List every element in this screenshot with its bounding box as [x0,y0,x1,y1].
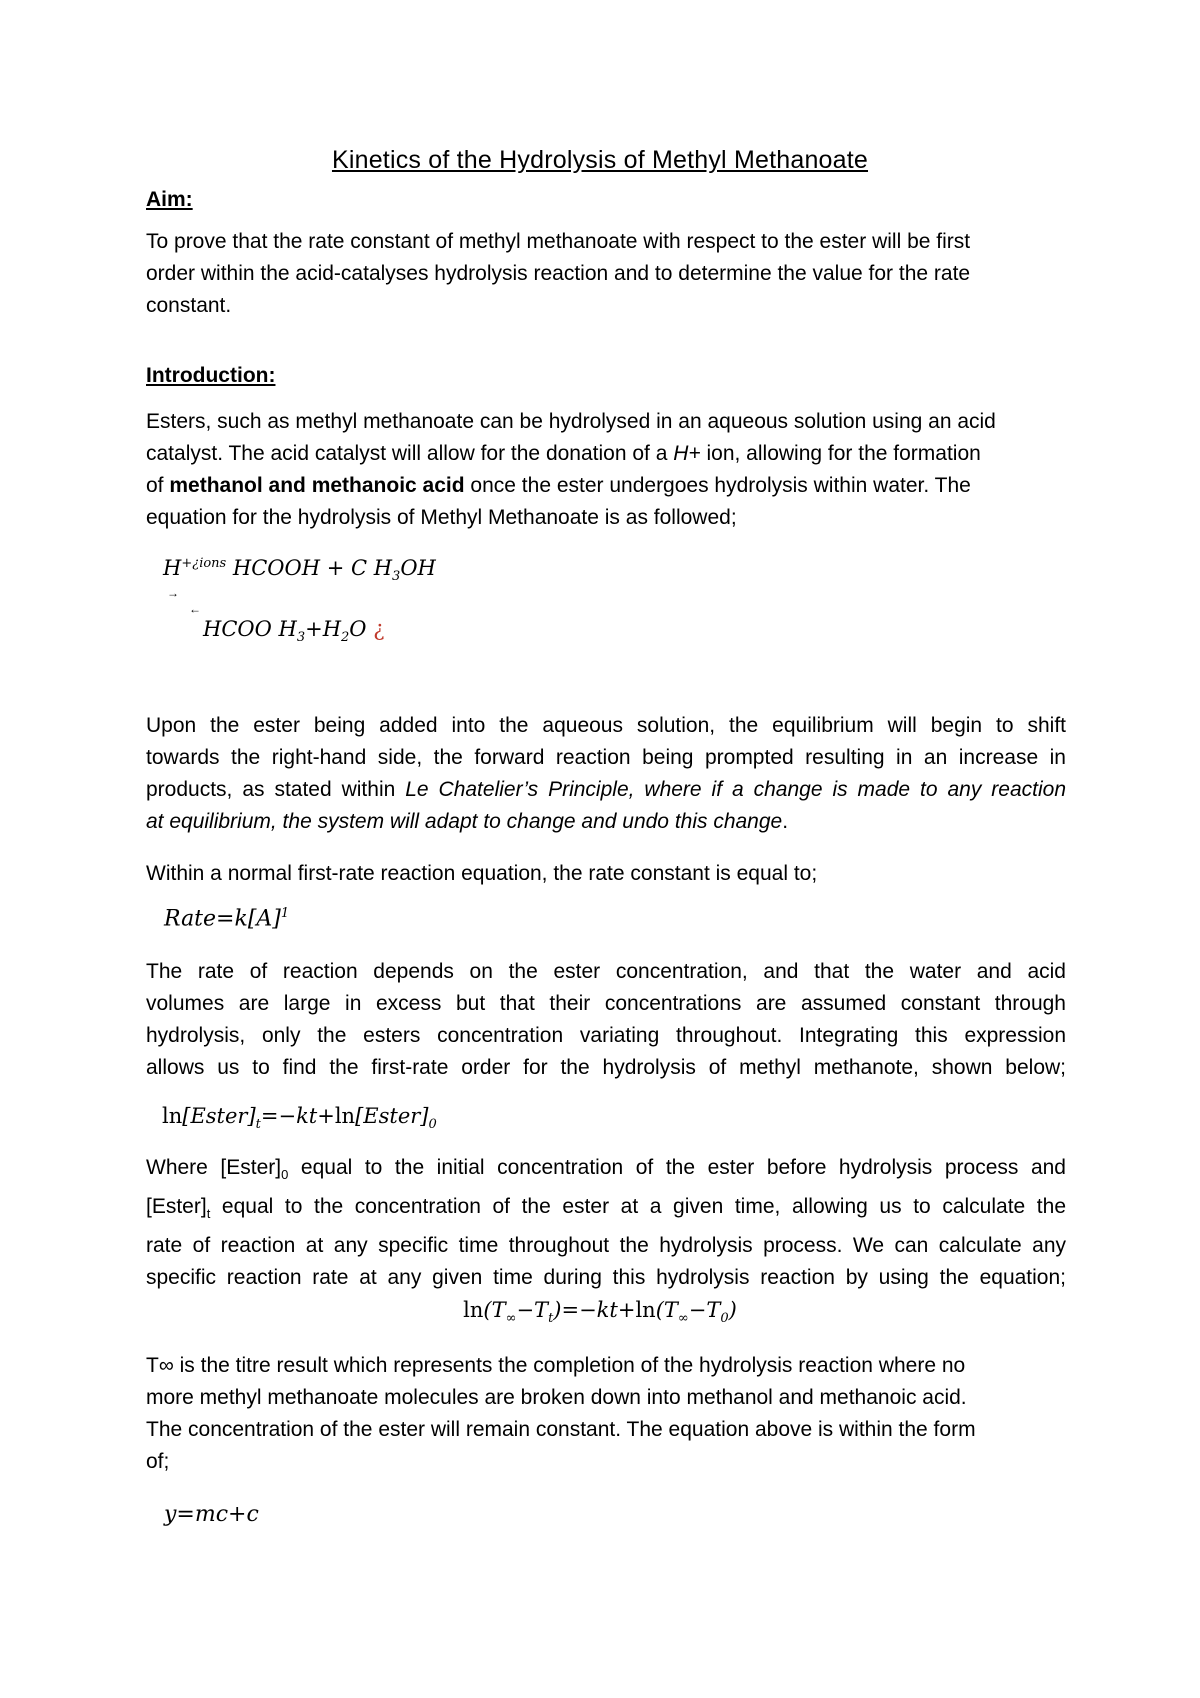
rate-bracket: [A] [247,906,281,932]
intro-text: of [146,474,170,497]
rate-line: volumes are large in excess but that their concentrations are assumed constant through [146,992,1066,1015]
equilibrium-line: Upon the ester being added into the aqueous solution, the equilibrium will begin to shift [146,714,1066,737]
eq-sub: ∞ [677,1311,689,1327]
rate-lhs: Rate=k [164,906,248,932]
rate-line: The rate of reaction depends on the ester concentration, and that the water and acid [146,960,1066,983]
eq-water: +H [305,617,342,641]
where-sub: t [206,1206,211,1222]
equilibrium-line: towards the right-hand side, the forward reaction being prompted resulting in an increase in [146,746,1066,769]
tinf-line: The concentration of the ester will remain constant. The equation above is within the form [146,1418,976,1441]
where-line [146,1191,1066,1230]
rate-intro: Within a normal first-rate reaction equation, the rate constant is equal to; [146,862,818,885]
eq-part: −T [516,1298,549,1322]
intro-text: catalyst. The acid catalyst will allow for the donation of a [146,442,674,465]
where-paragraph [146,1152,1066,1294]
intro-line: equation for the hydrolysis of Methyl Methanoate is as followed; [146,506,737,529]
where-text: [Ester] [146,1195,207,1219]
equilibrium-line [146,806,1066,838]
rate-line: hydrolysis, only the esters concentration variating throughout. Integrating this expression [146,1024,1066,1047]
eq-h: H [163,556,182,580]
intro-line [146,438,1066,470]
ln-label: ln [463,1298,484,1322]
equilibrium-line [146,774,1066,806]
forward-arrow-icon: → [167,586,179,600]
equilibrium-text: . [782,810,789,833]
aim-line: order within the acid-catalyses hydrolysis reaction and to determine the value for the rate [146,262,971,285]
ester-t: [Ester] [182,1104,256,1128]
intro-line [146,470,1066,502]
linear-equation: y=mc+c [164,1502,259,1527]
titre-equation [0,1298,1200,1326]
ln-label: ln [635,1298,656,1322]
eq-sub: 3 [296,630,306,646]
ester-0: [Ester] [355,1104,429,1128]
le-chatelier-italic: at equilibrium, the system will adapt to change and undo this change [146,810,783,833]
le-chatelier-italic: Le Chatelier’s Principle, where if a change is made to any reaction [405,778,1066,801]
eq-part: )=−kt+ [553,1298,636,1322]
eq-sup: +¿ions [181,556,227,571]
products-bold: methanol and methanoic acid [169,474,465,497]
eq-ester: HCOO H [203,617,297,641]
aim-heading: Aim: [146,188,193,211]
eq-products: HCOOH + C H [232,556,393,580]
intro-text: once the ester undergoes hydrolysis within water. The [464,474,971,497]
where-text: equal to the concentration of the ester at a given time, allowing us to calculate the [210,1195,1066,1219]
rate-paragraph [146,956,1066,1084]
introduction-heading: Introduction: [146,364,276,387]
where-sub: 0 [281,1167,289,1183]
eq-part: (T [483,1298,506,1322]
eq-o: O [349,617,374,641]
aim-paragraph [146,226,1066,322]
eq-mid: =−kt+ [260,1104,335,1128]
ln-label: ln [334,1104,356,1128]
hydrolysis-equation-line1 [163,556,436,584]
eq-sub: 3 [392,569,401,585]
sub-0: 0 [428,1117,437,1133]
equilibrium-text: products, as stated within [146,778,406,801]
ln-label: ln [162,1104,183,1128]
eq-part: ) [728,1298,737,1322]
introduction-paragraph [146,406,1066,534]
eq-error-glyph: ¿ [373,617,385,641]
rate-equation [164,906,289,931]
where-line: rate of reaction at any specific time throughout the hydrolysis process. We can calculate any [146,1234,1066,1258]
eq-part: −T [688,1298,721,1322]
where-line: specific reaction rate at any given time during this hydrolysis reaction by using the equation; [146,1266,1066,1290]
aim-line: constant. [146,294,232,317]
intro-text: ion, allowing for the formation [700,442,981,465]
eq-sub: 0 [720,1311,729,1327]
equilibrium-paragraph [146,710,1066,838]
integrated-rate-equation [162,1104,437,1132]
intro-line: Esters, such as methyl methanoate can be hydrolysed in an aqueous solution using an acid [146,410,996,433]
aim-line: To prove that the rate constant of methyl methanoate with respect to the ester will be first [146,230,971,253]
hydrolysis-equation-line2 [203,617,384,645]
where-line [146,1152,1066,1191]
tinf-line: T∞ is the titre result which represents the completion of the hydrolysis reaction where no [146,1354,966,1377]
sub-t: t [255,1117,261,1133]
tinf-paragraph [146,1350,1066,1478]
tinf-line: of; [146,1450,170,1473]
where-text: equal to the initial concentration of the ester before hydrolysis process and [288,1156,1066,1179]
eq-oh: OH [400,556,436,580]
page-title: Kinetics of the Hydrolysis of Methyl Methanoate [331,146,869,174]
tinf-line: more methyl methanoate molecules are broken down into methanol and methanoic acid. [146,1386,967,1409]
eq-sub: 2 [341,630,350,646]
reverse-arrow-icon: ← [189,602,201,616]
rate-line: allows us to find the first-rate order for the hydrolysis of methyl methanote, shown below; [146,1056,1066,1079]
where-text: Where [Ester] [146,1156,282,1179]
eq-sub: ∞ [505,1311,517,1327]
eq-part: (T [655,1298,678,1322]
eq-sub: t [548,1311,554,1327]
rate-order: 1 [280,906,290,921]
h-plus-italic: H+ [673,442,701,465]
